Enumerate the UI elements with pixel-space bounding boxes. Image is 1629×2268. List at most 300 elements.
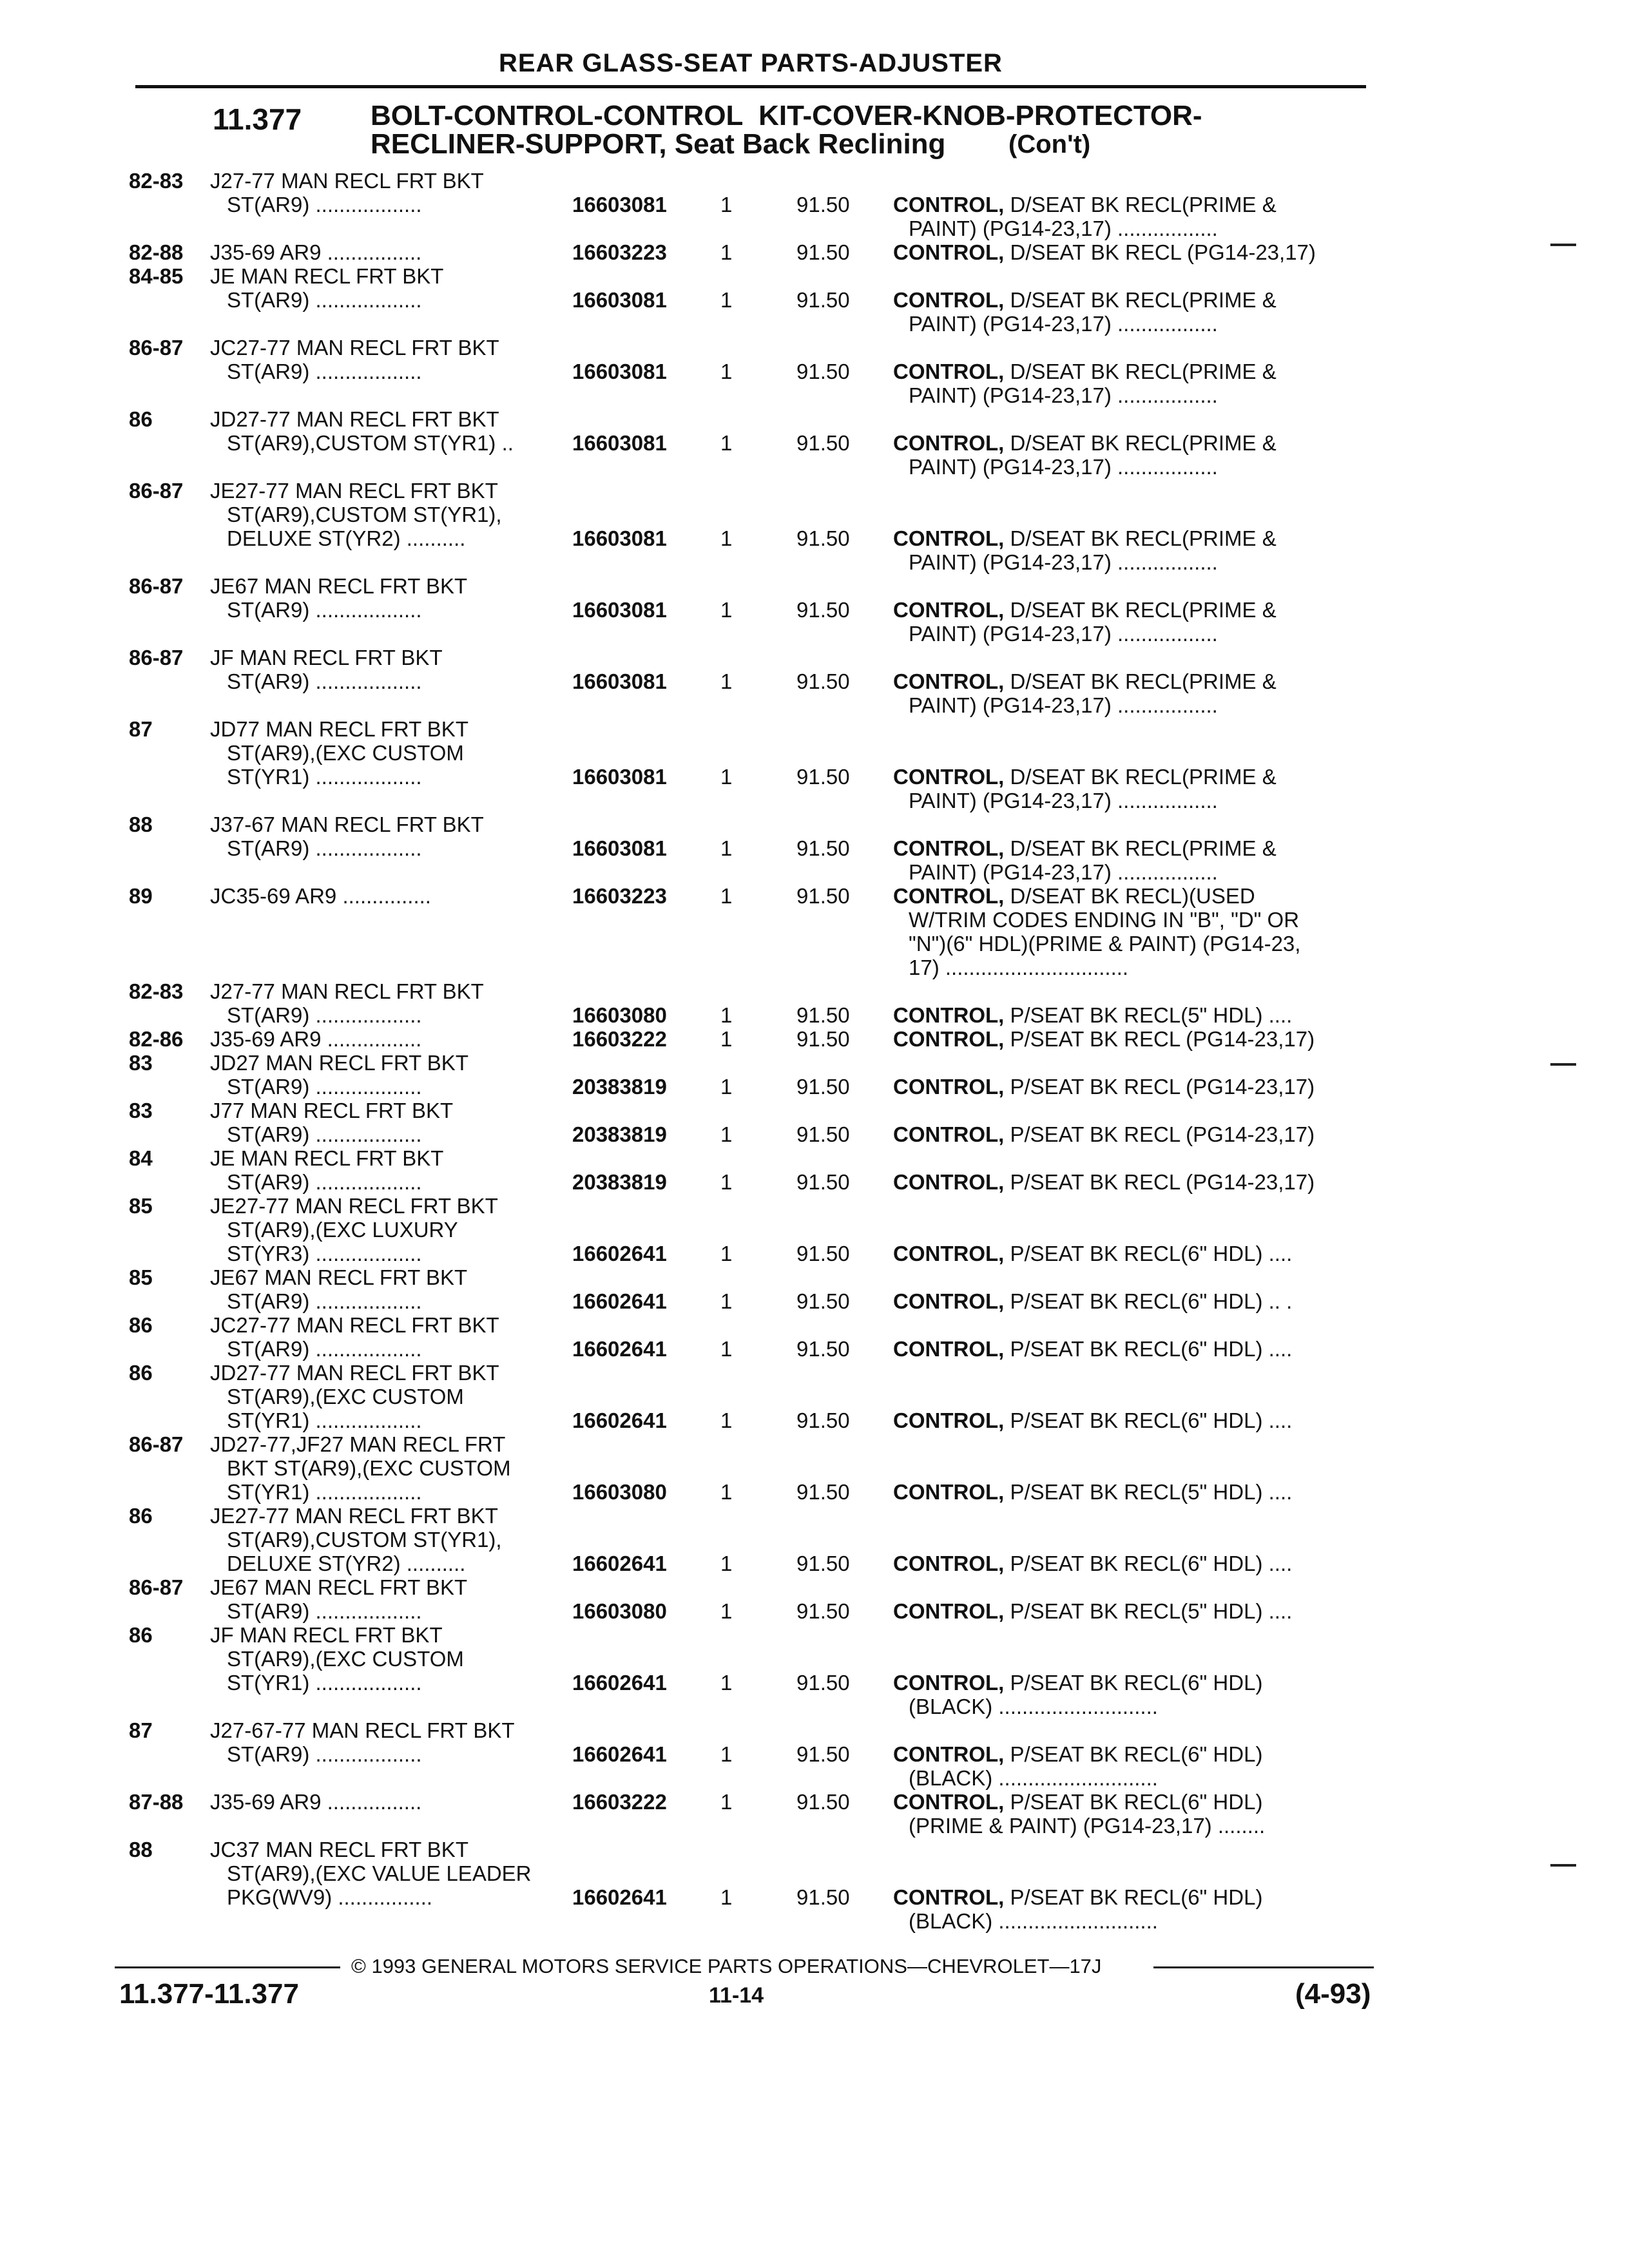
model-description: PKG(WV9) ................ (227, 1885, 433, 1909)
model-description: JE67 MAN RECL FRT BKT (210, 1265, 468, 1289)
part-name-keyword: CONTROL, (893, 1599, 1005, 1623)
price: 91.50 (796, 1289, 850, 1313)
page-header: REAR GLASS-SEAT PARTS-ADJUSTER (499, 49, 1003, 77)
part-number: 16603081 (572, 431, 667, 455)
part-description: (PRIME & PAINT) (PG14-23,17) ........ (909, 1814, 1266, 1838)
part-description: CONTROL, P/SEAT BK RECL(5" HDL) .... (893, 1480, 1293, 1504)
model-year: 85 (129, 1194, 153, 1218)
part-number: 16602641 (572, 1242, 667, 1265)
part-description: (BLACK) ........................... (909, 1766, 1158, 1790)
part-description: CONTROL, P/SEAT BK RECL(6" HDL) (893, 1885, 1263, 1909)
entry-line (0, 956, 1629, 979)
quantity: 1 (720, 1075, 733, 1099)
part-name-keyword: CONTROL, (893, 1790, 1005, 1814)
quantity: 1 (720, 526, 733, 550)
model-description: ST(AR9) .................. (227, 1289, 422, 1313)
entry-line (0, 1814, 1629, 1838)
model-description: ST(AR9) .................. (227, 1742, 422, 1766)
part-description: CONTROL, P/SEAT BK RECL(6" HDL) (893, 1742, 1263, 1766)
model-year: 86 (129, 1623, 153, 1647)
part-name-keyword: CONTROL, (893, 1885, 1005, 1909)
price: 91.50 (796, 598, 850, 622)
part-description: PAINT) (PG14-23,17) ................. (909, 860, 1218, 884)
entry-line (0, 1146, 1629, 1170)
margin-mark (1550, 244, 1576, 246)
parts-entry (0, 884, 1629, 979)
model-description: ST(AR9) .................. (227, 1075, 422, 1099)
parts-entry (0, 264, 1629, 336)
quantity: 1 (720, 1003, 733, 1027)
part-number: 16603222 (572, 1790, 667, 1814)
model-year: 86-87 (129, 336, 184, 360)
entry-line (0, 455, 1629, 479)
part-name-keyword: CONTROL, (893, 1242, 1005, 1265)
part-number: 16603081 (572, 836, 667, 860)
part-name-keyword: CONTROL, (893, 1170, 1005, 1194)
quantity: 1 (720, 240, 733, 264)
part-description: PAINT) (PG14-23,17) ................. (909, 216, 1218, 240)
parts-entry (0, 1361, 1629, 1432)
entry-line (0, 1289, 1629, 1313)
parts-entry (0, 1575, 1629, 1623)
price: 91.50 (796, 1027, 850, 1051)
part-description: CONTROL, P/SEAT BK RECL(6" HDL) .. . (893, 1289, 1293, 1313)
model-description: JE67 MAN RECL FRT BKT (210, 1575, 468, 1599)
entry-line (0, 336, 1629, 360)
price: 91.50 (796, 1552, 850, 1575)
part-number: 16603081 (572, 526, 667, 550)
part-description: CONTROL, P/SEAT BK RECL(6" HDL) .... (893, 1242, 1293, 1265)
entry-line (0, 693, 1629, 717)
entry-line (0, 1170, 1629, 1194)
part-number: 20383819 (572, 1170, 667, 1194)
part-number: 16603081 (572, 360, 667, 383)
part-number: 16603080 (572, 1003, 667, 1027)
part-description: 17) ............................... (909, 956, 1129, 979)
entry-line (0, 1265, 1629, 1289)
model-description: JD27-77 MAN RECL FRT BKT (210, 407, 499, 431)
parts-list (0, 169, 1629, 1933)
model-description: JD27 MAN RECL FRT BKT (210, 1051, 468, 1075)
price: 91.50 (796, 288, 850, 312)
model-year: 86-87 (129, 574, 184, 598)
entry-line (0, 526, 1629, 550)
price: 91.50 (796, 1742, 850, 1766)
entry-line (0, 717, 1629, 741)
entry-line (0, 908, 1629, 932)
quantity: 1 (720, 431, 733, 455)
quantity: 1 (720, 288, 733, 312)
model-description: ST(AR9),CUSTOM ST(YR1), (227, 1528, 502, 1552)
part-description: PAINT) (PG14-23,17) ................. (909, 455, 1218, 479)
entry-line (0, 1695, 1629, 1718)
entry-line (0, 979, 1629, 1003)
price: 91.50 (796, 1671, 850, 1695)
entry-line (0, 264, 1629, 288)
model-description: ST(AR9),CUSTOM ST(YR1), (227, 503, 502, 526)
model-year: 82-83 (129, 169, 184, 193)
quantity: 1 (720, 1122, 733, 1146)
model-description: JD27-77 MAN RECL FRT BKT (210, 1361, 499, 1385)
entry-line (0, 1671, 1629, 1695)
part-number: 16602641 (572, 1671, 667, 1695)
entry-line (0, 1599, 1629, 1623)
entry-line (0, 240, 1629, 264)
model-year: 82-88 (129, 240, 184, 264)
entry-line (0, 1885, 1629, 1909)
model-description: JC35-69 AR9 ............... (210, 884, 431, 908)
model-year: 82-86 (129, 1027, 184, 1051)
price: 91.50 (796, 193, 850, 216)
parts-entry (0, 240, 1629, 264)
model-year: 86 (129, 1504, 153, 1528)
price: 91.50 (796, 1790, 850, 1814)
part-number: 20383819 (572, 1122, 667, 1146)
part-number: 16603081 (572, 288, 667, 312)
part-name-keyword: CONTROL, (893, 1289, 1005, 1313)
model-year: 82-83 (129, 979, 184, 1003)
price: 91.50 (796, 1337, 850, 1361)
entry-line (0, 1408, 1629, 1432)
price: 91.50 (796, 884, 850, 908)
model-description: ST(AR9) .................. (227, 193, 422, 216)
part-name-keyword: CONTROL, (893, 1075, 1005, 1099)
part-name-keyword: CONTROL, (893, 1408, 1005, 1432)
entry-line (0, 1122, 1629, 1146)
part-number: 16602641 (572, 1337, 667, 1361)
entry-line (0, 1194, 1629, 1218)
part-number: 16602641 (572, 1408, 667, 1432)
entry-line (0, 1504, 1629, 1528)
part-name-keyword: CONTROL, (893, 836, 1005, 860)
part-description: CONTROL, D/SEAT BK RECL)(USED (893, 884, 1255, 908)
model-description: JC27-77 MAN RECL FRT BKT (210, 1313, 499, 1337)
model-description: ST(YR3) .................. (227, 1242, 422, 1265)
entry-line (0, 1861, 1629, 1885)
model-year: 86-87 (129, 646, 184, 669)
entry-line (0, 598, 1629, 622)
entry-line (0, 741, 1629, 765)
price: 91.50 (796, 526, 850, 550)
part-description: CONTROL, P/SEAT BK RECL(6" HDL) .... (893, 1408, 1293, 1432)
model-year: 83 (129, 1051, 153, 1075)
model-description: JE67 MAN RECL FRT BKT (210, 574, 468, 598)
entry-line (0, 812, 1629, 836)
part-description: CONTROL, P/SEAT BK RECL(6" HDL) (893, 1790, 1263, 1814)
model-description: J35-69 AR9 ................ (210, 1790, 422, 1814)
model-description: ST(AR9) .................. (227, 669, 422, 693)
model-description: ST(AR9) .................. (227, 1122, 422, 1146)
continued-label: (Con't) (1008, 130, 1091, 159)
model-year: 84-85 (129, 264, 184, 288)
part-name-keyword: CONTROL, (893, 360, 1005, 383)
model-year: 85 (129, 1265, 153, 1289)
model-year: 86 (129, 407, 153, 431)
part-number: 16603080 (572, 1599, 667, 1623)
part-number: 20383819 (572, 1075, 667, 1099)
part-description: CONTROL, P/SEAT BK RECL (PG14-23,17) (893, 1075, 1315, 1099)
model-description: DELUXE ST(YR2) .......... (227, 526, 466, 550)
quantity: 1 (720, 1552, 733, 1575)
model-description: J27-67-77 MAN RECL FRT BKT (210, 1718, 515, 1742)
model-year: 87 (129, 717, 153, 741)
parts-entry (0, 717, 1629, 812)
part-description: PAINT) (PG14-23,17) ................. (909, 312, 1218, 336)
section-title-line-1: BOLT-CONTROL-CONTROL KIT-COVER-KNOB-PROTECTOR- (371, 100, 1202, 131)
model-description: ST(AR9) .................. (227, 1599, 422, 1623)
quantity: 1 (720, 836, 733, 860)
entry-line (0, 646, 1629, 669)
price: 91.50 (796, 1480, 850, 1504)
parts-entry (0, 1027, 1629, 1051)
part-description: CONTROL, D/SEAT BK RECL(PRIME & (893, 360, 1277, 383)
quantity: 1 (720, 1242, 733, 1265)
price: 91.50 (796, 1242, 850, 1265)
entry-line (0, 193, 1629, 216)
price: 91.50 (796, 1599, 850, 1623)
part-name-keyword: CONTROL, (893, 288, 1005, 312)
model-description: ST(AR9) .................. (227, 1337, 422, 1361)
price: 91.50 (796, 1408, 850, 1432)
entry-line (0, 1575, 1629, 1599)
model-year: 87 (129, 1718, 153, 1742)
parts-entry (0, 1051, 1629, 1099)
model-description: ST(AR9) .................. (227, 1003, 422, 1027)
part-name-keyword: CONTROL, (893, 1671, 1005, 1695)
entry-line (0, 836, 1629, 860)
entry-line (0, 1242, 1629, 1265)
price: 91.50 (796, 669, 850, 693)
part-name-keyword: CONTROL, (893, 1480, 1005, 1504)
part-name-keyword: CONTROL, (893, 431, 1005, 455)
entry-line (0, 169, 1629, 193)
entry-line (0, 479, 1629, 503)
section-title-line-2: RECLINER-SUPPORT, Seat Back Reclining (371, 128, 946, 160)
entry-line (0, 1337, 1629, 1361)
model-year: 87-88 (129, 1790, 184, 1814)
quantity: 1 (720, 598, 733, 622)
model-description: JD77 MAN RECL FRT BKT (210, 717, 468, 741)
part-number: 16602641 (572, 1289, 667, 1313)
part-number: 16602641 (572, 1885, 667, 1909)
entry-line (0, 1027, 1629, 1051)
model-description: ST(AR9),(EXC CUSTOM (227, 741, 464, 765)
header-rule (135, 85, 1366, 88)
price: 91.50 (796, 240, 850, 264)
model-description: J37-67 MAN RECL FRT BKT (210, 812, 484, 836)
quantity: 1 (720, 360, 733, 383)
quantity: 1 (720, 1885, 733, 1909)
model-year: 86-87 (129, 1575, 184, 1599)
model-description: JE27-77 MAN RECL FRT BKT (210, 1194, 498, 1218)
entry-line (0, 932, 1629, 956)
model-description: ST(AR9),(EXC VALUE LEADER (227, 1861, 532, 1885)
parts-entry (0, 979, 1629, 1027)
model-year: 86-87 (129, 1432, 184, 1456)
entry-line (0, 312, 1629, 336)
entry-line (0, 789, 1629, 812)
part-number: 16603223 (572, 240, 667, 264)
model-year: 86 (129, 1361, 153, 1385)
parts-entry (0, 1099, 1629, 1146)
model-description: JC27-77 MAN RECL FRT BKT (210, 336, 499, 360)
model-year: 88 (129, 1838, 153, 1861)
model-year: 86 (129, 1313, 153, 1337)
entry-line (0, 383, 1629, 407)
part-description: CONTROL, D/SEAT BK RECL(PRIME & (893, 431, 1277, 455)
model-description: J27-77 MAN RECL FRT BKT (210, 979, 484, 1003)
model-description: ST(YR1) .................. (227, 1408, 422, 1432)
price: 91.50 (796, 1885, 850, 1909)
part-number: 16602641 (572, 1552, 667, 1575)
entry-line (0, 1099, 1629, 1122)
price: 91.50 (796, 1122, 850, 1146)
parts-entry (0, 336, 1629, 407)
section-number: 11.377 (213, 102, 302, 136)
part-name-keyword: CONTROL, (893, 1027, 1005, 1051)
entry-line (0, 622, 1629, 646)
entry-line (0, 1552, 1629, 1575)
part-description: PAINT) (PG14-23,17) ................. (909, 383, 1218, 407)
model-year: 88 (129, 812, 153, 836)
part-description: CONTROL, P/SEAT BK RECL (PG14-23,17) (893, 1122, 1315, 1146)
part-name-keyword: CONTROL, (893, 669, 1005, 693)
parts-entry (0, 646, 1629, 717)
footer-section-range: 11.377-11.377 (119, 1978, 299, 2010)
parts-entry (0, 1504, 1629, 1575)
price: 91.50 (796, 431, 850, 455)
part-description: CONTROL, P/SEAT BK RECL(6" HDL) .... (893, 1337, 1293, 1361)
entry-line (0, 1838, 1629, 1861)
quantity: 1 (720, 1170, 733, 1194)
part-description: CONTROL, D/SEAT BK RECL(PRIME & (893, 765, 1277, 789)
part-name-keyword: CONTROL, (893, 765, 1005, 789)
entry-line (0, 1528, 1629, 1552)
entry-line (0, 1718, 1629, 1742)
parts-entry (0, 1146, 1629, 1194)
footer-copyright: © 1993 GENERAL MOTORS SERVICE PARTS OPERATIONS—CHEVROLET—17J (351, 1955, 1102, 1977)
quantity: 1 (720, 765, 733, 789)
part-name-keyword: CONTROL, (893, 1003, 1005, 1027)
model-description: JF MAN RECL FRT BKT (210, 1623, 443, 1647)
model-description: ST(AR9) .................. (227, 836, 422, 860)
part-description: CONTROL, P/SEAT BK RECL (PG14-23,17) (893, 1027, 1315, 1051)
parts-entry (0, 1313, 1629, 1361)
model-description: ST(AR9),(EXC CUSTOM (227, 1647, 464, 1671)
footer-page-number: 11-14 (709, 1983, 764, 2008)
price: 91.50 (796, 1170, 850, 1194)
price: 91.50 (796, 1075, 850, 1099)
parts-entry (0, 1265, 1629, 1313)
model-description: JE27-77 MAN RECL FRT BKT (210, 479, 498, 503)
part-name-keyword: CONTROL, (893, 1122, 1005, 1146)
model-description: ST(AR9),CUSTOM ST(YR1) .. (227, 431, 514, 455)
entry-line (0, 884, 1629, 908)
entry-line (0, 1909, 1629, 1933)
entry-line (0, 503, 1629, 526)
model-description: ST(AR9) .................. (227, 288, 422, 312)
entry-line (0, 1647, 1629, 1671)
quantity: 1 (720, 1337, 733, 1361)
part-name-keyword: CONTROL, (893, 1742, 1005, 1766)
part-description: "N")(6" HDL)(PRIME & PAINT) (PG14-23, (909, 932, 1301, 956)
part-name-keyword: CONTROL, (893, 1552, 1005, 1575)
model-description: JE MAN RECL FRT BKT (210, 1146, 444, 1170)
part-description: CONTROL, D/SEAT BK RECL (PG14-23,17) (893, 240, 1316, 264)
footer-rule-right (1153, 1966, 1374, 1968)
quantity: 1 (720, 884, 733, 908)
model-description: ST(YR1) .................. (227, 765, 422, 789)
quantity: 1 (720, 1790, 733, 1814)
parts-entry (0, 1623, 1629, 1718)
entry-line (0, 1051, 1629, 1075)
model-year: 83 (129, 1099, 153, 1122)
entry-line (0, 1003, 1629, 1027)
entry-line (0, 1075, 1629, 1099)
model-description: BKT ST(AR9),(EXC CUSTOM (227, 1456, 511, 1480)
entry-line (0, 1385, 1629, 1408)
quantity: 1 (720, 1289, 733, 1313)
price: 91.50 (796, 360, 850, 383)
part-number: 16603223 (572, 884, 667, 908)
model-description: ST(YR1) .................. (227, 1480, 422, 1504)
entry-line (0, 1432, 1629, 1456)
entry-line (0, 1456, 1629, 1480)
entry-line (0, 407, 1629, 431)
part-number: 16603081 (572, 193, 667, 216)
entry-line (0, 360, 1629, 383)
entry-line (0, 1361, 1629, 1385)
price: 91.50 (796, 1003, 850, 1027)
part-description: CONTROL, D/SEAT BK RECL(PRIME & (893, 288, 1277, 312)
part-name-keyword: CONTROL, (893, 598, 1005, 622)
part-description: PAINT) (PG14-23,17) ................. (909, 789, 1218, 812)
parts-entry (0, 479, 1629, 574)
part-number: 16603081 (572, 669, 667, 693)
quantity: 1 (720, 1027, 733, 1051)
parts-entry (0, 1718, 1629, 1790)
part-description: CONTROL, P/SEAT BK RECL(6" HDL) .... (893, 1552, 1293, 1575)
parts-entry (0, 812, 1629, 884)
part-description: PAINT) (PG14-23,17) ................. (909, 622, 1218, 646)
part-number: 16602641 (572, 1742, 667, 1766)
parts-entry (0, 169, 1629, 240)
part-description: W/TRIM CODES ENDING IN "B", "D" OR (909, 908, 1300, 932)
footer-date: (4-93) (1295, 1978, 1371, 2010)
entry-line (0, 288, 1629, 312)
model-year: 86-87 (129, 479, 184, 503)
part-description: (BLACK) ........................... (909, 1695, 1158, 1718)
entry-line (0, 1480, 1629, 1504)
model-description: JE MAN RECL FRT BKT (210, 264, 444, 288)
part-name-keyword: CONTROL, (893, 193, 1005, 216)
part-number: 16603081 (572, 598, 667, 622)
model-description: JE27-77 MAN RECL FRT BKT (210, 1504, 498, 1528)
part-name-keyword: CONTROL, (893, 526, 1005, 550)
price: 91.50 (796, 765, 850, 789)
part-description: CONTROL, D/SEAT BK RECL(PRIME & (893, 193, 1277, 216)
model-description: ST(AR9) .................. (227, 1170, 422, 1194)
model-year: 89 (129, 884, 153, 908)
margin-mark (1550, 1063, 1576, 1066)
quantity: 1 (720, 1480, 733, 1504)
part-description: CONTROL, P/SEAT BK RECL(6" HDL) (893, 1671, 1263, 1695)
entry-line (0, 431, 1629, 455)
entry-line (0, 1766, 1629, 1790)
model-description: ST(AR9),(EXC CUSTOM (227, 1385, 464, 1408)
parts-entry (0, 1838, 1629, 1933)
price: 91.50 (796, 836, 850, 860)
